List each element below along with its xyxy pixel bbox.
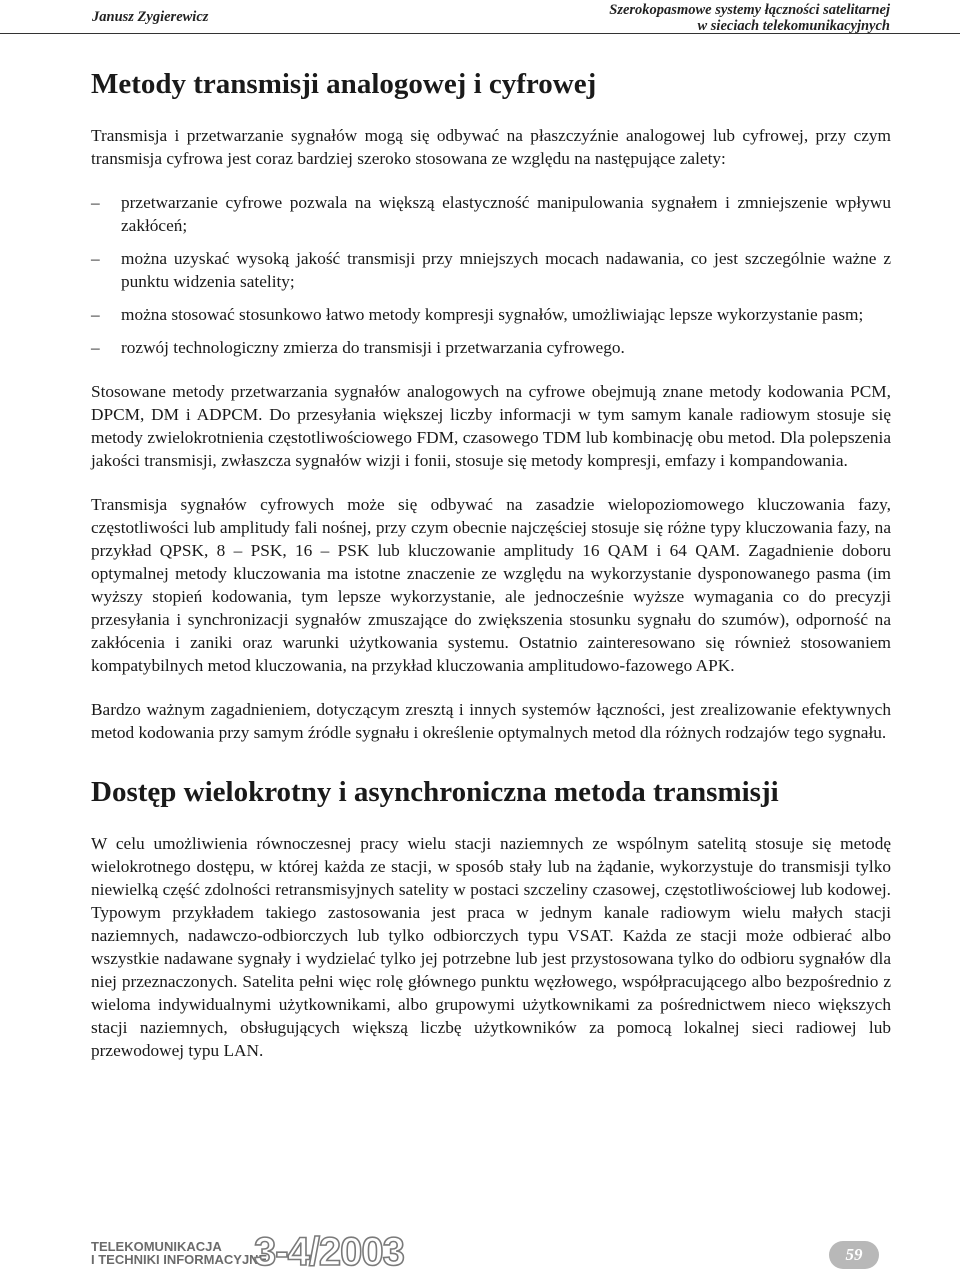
header-rule [0,33,960,34]
body-paragraph: Bardzo ważnym zagadnieniem, dotyczącym zresztą i innych systemów łączności, jest zrealizowanie efektywnych metod kodowania przy samym źródle sygnału i określenie optymalnych metod dla różnych rodzajów tego sygnału. [91,700,891,742]
list-item [91,336,891,359]
body-paragraph: Stosowane metody przetwarzania sygnałów analogowych na cyfrowe obejmują znane metody kodowania PCM, DPCM, DM i ADPCM. Do przesyłania większej liczby informacji w tym samym kanale radiowym stosuje się metody zwielokrotnienia częstotliwościowego FDM, czasowego TDM lub kombinację obu metod. Dla polepszenia jakości transmisji, zwłaszcza sygnałów wizji i fonii, stosuje się metody kompresji, emfazy i kompandowania. [91,382,891,470]
body-paragraph: W celu umożliwienia równoczesnej pracy wielu stacji naziemnych ze wspólnym satelitą stosuje się metodę wielokrotnego dostępu, w której każda ze stacji, w sposób stały lub na żądanie, wykorzystuje do transmisji tylko niewielką część zdolności retransmisyjnych satelity w postaci szczeliny czasowej, częstotliwościowej lub kodowej. Typowym przykładem takiego zastosowania jest praca w jednym kanale radiowym wielu małych stacji naziemnych, nadawczo-odbiorczych lub tylko odbiorczych typu VSAT. Każda ze stacji może odbierać albo wszystkie nadawane sygnały i wydzielać tylko jej potrzebne lub jest przystosowana tylko do odbioru sygnałów dla niej przeznaczonych. Satelita pełni więc rolę głównego punktu węzłowego, współpracującego albo bezpośrednio z wieloma indywidualnymi użytkownikami, albo grupowymi użytkownikami za pośrednictwem nieco większych stacji naziemnych, obsługujących większą liczbę użytkowników za pomocą lokalnej sieci radiowej lub przewodowej typu LAN. [91,834,891,1060]
page-number-badge: 59 [829,1241,879,1269]
list-dash: – [91,193,100,212]
list-item-text: rozwój technologiczny zmierza do transmisji i przetwarzania cyfrowego. [121,338,625,357]
journal-name-line2: I TECHNIKI INFORMACYJNE [91,1252,268,1267]
advantages-list [91,191,891,359]
body-paragraph: Transmisja sygnałów cyfrowych może się odbywać na zasadzie wielopoziomowego kluczowania fazy, częstotliwości lub amplitudy fali nośnej, przy czym obecnie najczęściej stosuje się różne typy kluczowania fazy, na przykład QPSK, 8 – PSK, 16 – PSK lub kluczowanie amplitudy 16 QAM i 64 QAM. Zagadnienie doboru optymalnej metody kluczowania ma istotne znaczenie ze względu na wykorzystanie dysponowanego pasma (im wyższy stopień kodowania, tym lepsze wykorzystanie, ale jednocześnie wyższe wymagania co do precyzji przesyłania i synchronizacji sygnałów zmuszające do zwiększenia stosunku sygnału do szumów), odporność na zakłócenia i zaniki oraz warunki użytkowania systemu. Ostatnio zainteresowano się również stosowaniem kompatybilnych metod kluczowania, na przykład kluczowania amplitudowo-fazowego APK. [91,495,891,675]
journal-name-line1: TELEKOMUNIKACJA [91,1239,222,1254]
list-item-text: przetwarzanie cyfrowe pozwala na większą elastyczność manipulowania sygnałem i zmniejszenie wpływu zakłóceń; [121,193,891,235]
running-header-title [609,2,890,34]
running-header-title-line2: w sieciach telekomunikacyjnych [697,18,890,34]
list-dash: – [91,338,100,357]
intro-paragraph: Transmisja i przetwarzanie sygnałów mogą się odbywać na płaszczyźnie analogowej lub cyfrowej, przy czym transmisja cyfrowa jest coraz bardziej szeroko stosowana ze względu na następujące zalety: [91,126,891,168]
list-item-text: można uzyskać wysoką jakość transmisji przy mniejszych mocach nadawania, co jest szczególnie ważne z punktu widzenia satelity; [121,249,891,291]
issue-number: 3-4/2003 [254,1230,404,1274]
list-item [91,303,891,326]
list-dash: – [91,305,100,324]
running-header-title-line1: Szerokopasmowe systemy łączności satelitarnej [609,2,890,18]
journal-name [91,1240,267,1266]
list-dash: – [91,249,100,268]
article-body [91,64,891,1062]
running-header-author: Janusz Zygierewicz [92,9,209,25]
list-item [91,247,891,293]
section-heading-methods: Metody transmisji analogowej i cyfrowej [91,68,597,100]
section-heading-multiple-access: Dostęp wielokrotny i asynchroniczna metoda transmisji [91,776,779,808]
list-item [91,191,891,237]
list-item-text: można stosować stosunkowo łatwo metody kompresji sygnałów, umożliwiając lepsze wykorzystanie pasm; [121,305,864,324]
